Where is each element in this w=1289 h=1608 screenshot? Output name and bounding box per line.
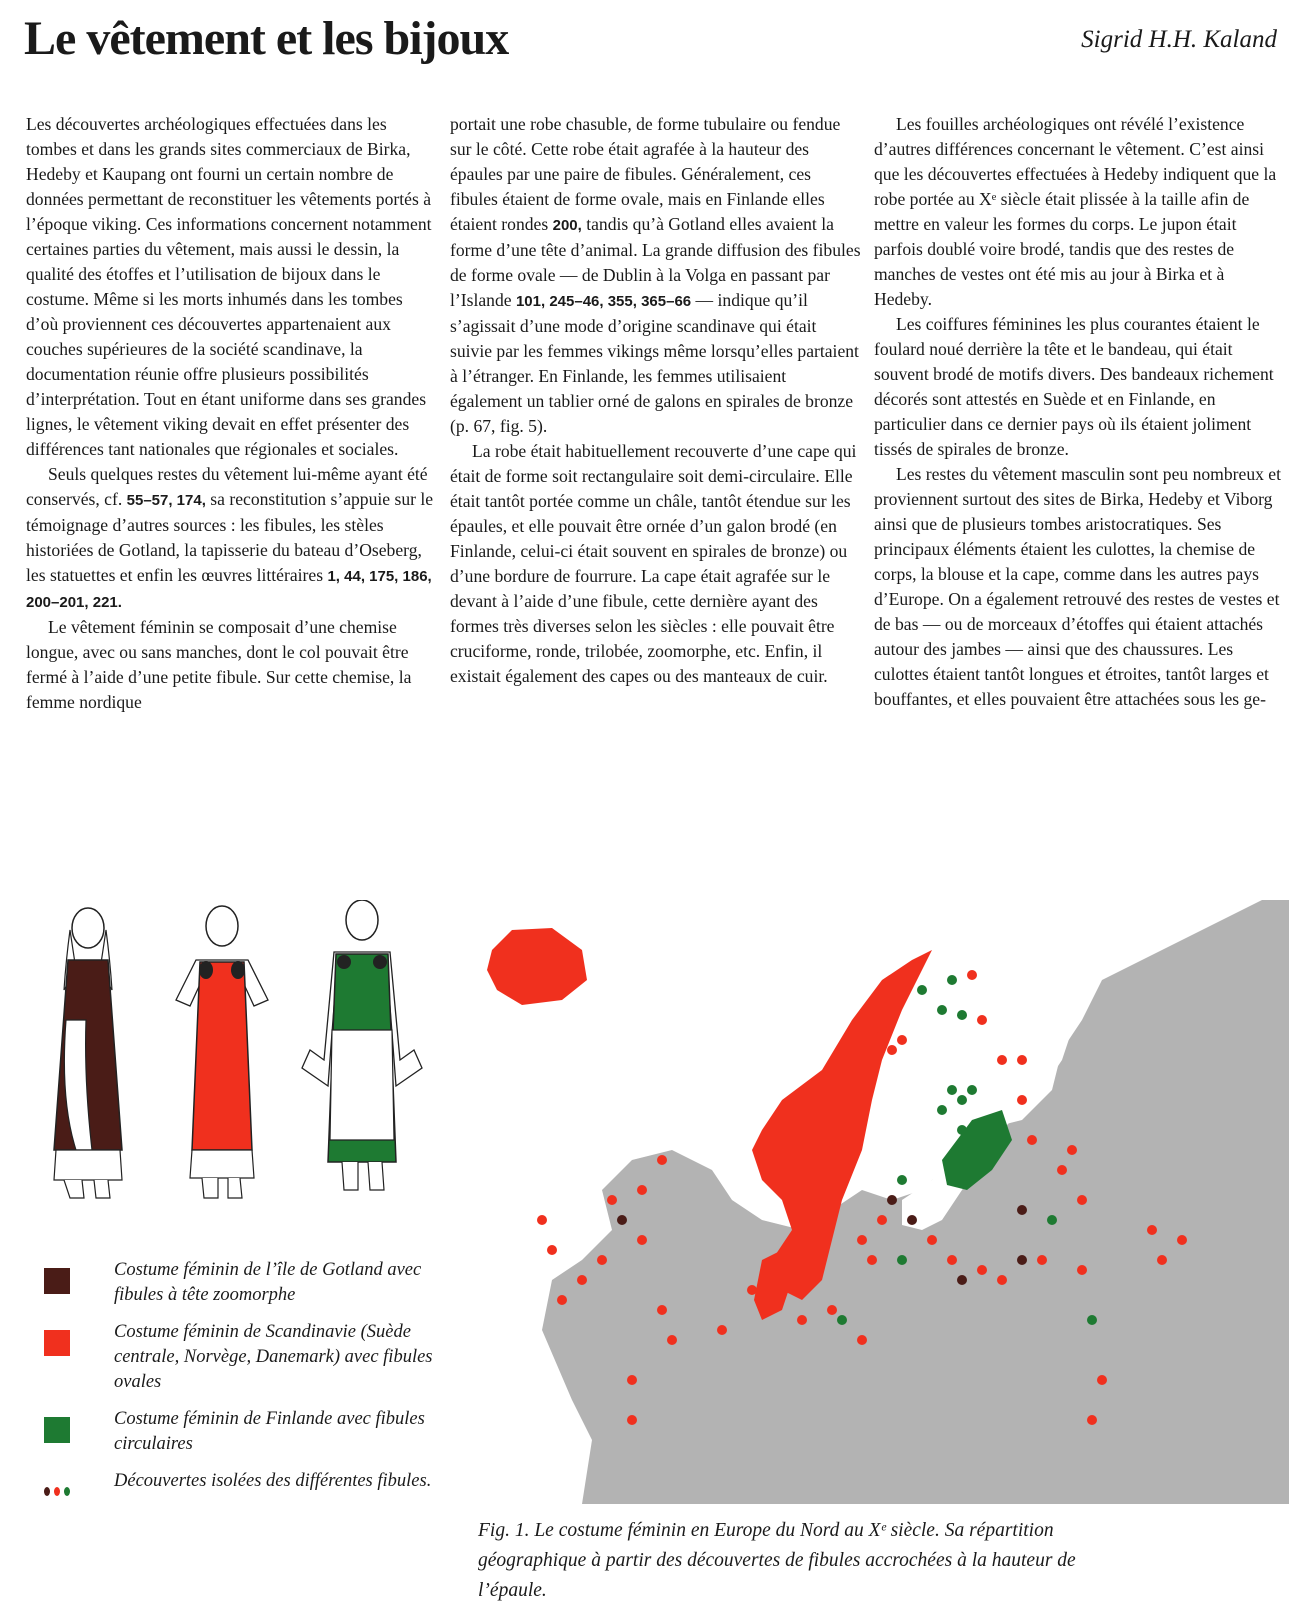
dot-scandinavia [54, 1487, 60, 1496]
legend-item-scandinavia [44, 1320, 444, 1395]
cross-reference: 55–57, 174, [126, 492, 206, 509]
legend-swatch [44, 1417, 70, 1443]
find-dot [957, 1125, 967, 1135]
find-dot [597, 1255, 607, 1265]
find-dot [857, 1235, 867, 1245]
find-dot [1157, 1255, 1167, 1265]
legend-label: Découvertes isolées des différentes fibules. [114, 1471, 432, 1491]
find-dot [897, 1255, 907, 1265]
legend-label: Costume féminin de Scandinavie (Suède centrale, Norvège, Danemark) avec fibules ovales [114, 1322, 433, 1392]
find-dot [947, 1255, 957, 1265]
find-dot [977, 1015, 987, 1025]
find-dot [1077, 1265, 1087, 1275]
paragraph-text: tandis qu’à Gotland elles avaient la forme d’une tête d’animal. La grande diffusion des fibules de forme ovale — de Dublin à la Volga en passant par l’Islande [450, 214, 861, 310]
find-dot [917, 985, 927, 995]
find-dot [627, 1375, 637, 1385]
find-dot [907, 1215, 917, 1225]
find-dot [837, 1315, 847, 1325]
find-dot [1027, 1135, 1037, 1145]
dot-finland [64, 1487, 70, 1496]
find-dot [967, 1085, 977, 1095]
find-dot [547, 1245, 557, 1255]
paragraph-text: La robe était habituellement recouverte d’une cape qui était de forme soit rectangulaire soit demi-circulaire. Elle était tantôt portée comme un châle, tantôt étendue sur les épaules, et elle pouvait être ornée d’un galon brodé (en Finlande, celui-ci était souvent en spirales de bronze) ou d’une bordure de fourrure. La cape était agrafée sur le devant à l’aide d’une fibule, cette dernière ayant des formes très diverses selon les siècles : elle pouvait être cruciforme, ronde, trilobée, zoomorphe, etc. Enfin, il existait également des capes ou des manteaux de cuir. [450, 441, 857, 686]
find-dot [1087, 1415, 1097, 1425]
paragraph [26, 462, 438, 615]
page-title: Le vêtement et les bijoux [24, 12, 509, 65]
legend-item-gotland [44, 1258, 444, 1308]
find-dot [637, 1185, 647, 1195]
find-dot [957, 1095, 967, 1105]
find-dot [857, 1335, 867, 1345]
paragraph-text: Les restes du vêtement masculin sont peu nombreux et proviennent surtout des sites de Birka, Hedeby et Viborg ainsi que de plusieurs tombes aristocratiques. Ses principaux éléments étaient les culottes, la chemise de corps, la blouse et la cape, comme dans les autres pays d’Europe. On a également retrouvé des restes de vestes et de bas — ou de morceaux d’étoffes qui étaient attachés autour des jambes — ainsi que des chaussures. Les culottes étaient tantôt longues et étroites, tantôt larges et bouffantes, et elles pouvaient être attachées sous les ge- [874, 464, 1282, 709]
paragraph [874, 112, 1286, 312]
find-dot [867, 1255, 877, 1265]
find-dot [897, 1035, 907, 1045]
find-dot [1047, 1215, 1057, 1225]
cross-reference: 1, 44, 175, 186, 200–201, 221. [26, 568, 432, 611]
legend-item-isolated-finds [44, 1469, 444, 1496]
find-dot [1017, 1095, 1027, 1105]
article-columns [26, 112, 1286, 715]
gotland-costume-figure [54, 908, 122, 1198]
paragraph [450, 439, 862, 689]
find-dot [627, 1415, 637, 1425]
find-dot [537, 1215, 547, 1225]
legend-swatch [44, 1330, 70, 1356]
column-3 [874, 112, 1286, 715]
paragraph [450, 112, 862, 439]
paragraph-text: Les fouilles archéologiques ont révélé l’existence d’autres différences concernant le vêtement. C’est ainsi que les découvertes effectuées à Hedeby indiquent que la robe portée au Xᵉ siècle était plissée à la taille afin de mettre en valeur les formes du corps. Le jupon était parfois doublé voire brodé, tandis que des restes de manches de vestes ont été mis au jour à Birka et à Hedeby. [874, 114, 1277, 309]
legend-dots [44, 1487, 70, 1496]
find-dot [717, 1325, 727, 1335]
finnish-costume-figure [302, 900, 422, 1190]
find-dot [1177, 1235, 1187, 1245]
paragraph [874, 462, 1286, 712]
costume-illustrations [36, 900, 456, 1220]
distribution-map [462, 900, 1289, 1504]
find-dot [1097, 1375, 1107, 1385]
find-dot [887, 1045, 897, 1055]
find-dot [557, 1295, 567, 1305]
column-2 [450, 112, 862, 715]
paragraph-text: Les coiffures féminines les plus courantes étaient le foulard noué derrière la tête et le bandeau, qui était souvent brodé de motifs divers. Des bandeaux richement décorés sont attestés en Suède et en Finlande, en particulier dans ce dernier pays où ils étaient joliment tissés de spirales de bronze. [874, 314, 1274, 459]
paragraph-text: Le vêtement féminin se composait d’une chemise longue, avec ou sans manches, dont le col pouvait être fermé à l’aide d’une petite fibule. Sur cette chemise, la femme nordique [26, 617, 412, 712]
find-dot [887, 1195, 897, 1205]
find-dot [927, 1235, 937, 1245]
cross-reference: 200, [552, 217, 582, 234]
map-legend [44, 1258, 444, 1508]
find-dot [657, 1305, 667, 1315]
paragraph-text: sa reconstitution s’appuie sur le témoignage d’autres sources : les fibules, les stèles historiées de Gotland, la tapisserie du bateau d’Oseberg, les statuettes et enfin les œuvres littéraires [26, 489, 434, 585]
find-dot [937, 1105, 947, 1115]
legend-label: Costume féminin de Finlande avec fibules circulaires [114, 1409, 425, 1454]
find-dot [747, 1285, 757, 1295]
find-dot [637, 1235, 647, 1245]
author-name: Sigrid H.H. Kaland [1081, 26, 1277, 53]
find-dot [797, 1315, 807, 1325]
find-dot [827, 1305, 837, 1315]
legend-swatch [44, 1268, 70, 1294]
find-dot [897, 1175, 907, 1185]
find-dot [947, 1085, 957, 1095]
scandinavian-costume-figure [176, 906, 268, 1198]
paragraph-text: portait une robe chasuble, de forme tubulaire ou fendue sur le côté. Cette robe était agrafée à la hauteur des épaules par une paire de fibules. Généralement, ces fibules étaient de forme ovale, mais en Finlande elles étaient rondes [450, 114, 841, 234]
find-dot [1017, 1055, 1027, 1065]
paragraph [26, 615, 438, 715]
figure-caption: Fig. 1. Le costume féminin en Europe du Nord au Xᵉ siècle. Sa répartition géographique à partir des découvertes de fibules accrochées à la hauteur de l’épaule. [478, 1520, 1076, 1601]
find-dot [657, 1155, 667, 1165]
find-dot [577, 1275, 587, 1285]
cross-reference: 101, 245–46, 355, 365–66 [515, 293, 692, 310]
find-dot [617, 1215, 627, 1225]
find-dot [877, 1215, 887, 1225]
find-dot [1087, 1315, 1097, 1325]
find-dot [1017, 1205, 1027, 1215]
find-dot [1147, 1225, 1157, 1235]
legend-item-finland [44, 1407, 444, 1457]
find-dot [1077, 1195, 1087, 1205]
paragraph [26, 112, 438, 462]
find-dot [977, 1265, 987, 1275]
find-dot [877, 1025, 887, 1035]
paragraph-text: Seuls quelques restes du vêtement lui-même ayant été conservés, cf. [26, 464, 428, 509]
find-dot [607, 1195, 617, 1205]
find-dot [1057, 1165, 1067, 1175]
legend-label: Costume féminin de l’île de Gotland avec fibules à tête zoomorphe [114, 1260, 422, 1305]
find-dot [667, 1335, 677, 1345]
find-dot [1037, 1255, 1047, 1265]
find-dot [937, 1005, 947, 1015]
find-dot [1017, 1255, 1027, 1265]
paragraph-text: — indique qu’il s’agissait d’une mode d’origine scandinave qui était suivie par les femmes vikings même lorsqu’elles partaient à l’étranger. En Finlande, les femmes utilisaient également un tablier orné de galons en spirales de bronze (p. 67, fig. 5). [450, 290, 859, 436]
find-dot [1067, 1145, 1077, 1155]
dot-gotland [44, 1487, 50, 1496]
find-dot [997, 1275, 1007, 1285]
find-dot [957, 1275, 967, 1285]
find-dot [967, 970, 977, 980]
column-1 [26, 112, 438, 715]
find-dot [947, 975, 957, 985]
paragraph [874, 312, 1286, 462]
find-dot [957, 1010, 967, 1020]
paragraph-text: Les découvertes archéologiques effectuées dans les tombes et dans les grands sites commerciaux de Birka, Hedeby et Kaupang ont fourni un certain nombre de données permettant de reconstituer les vêtements portés à l’époque viking. Ces informations concernent notamment certaines parties du vêtement, mais aussi le dessin, la qualité des étoffes et l’utilisation de bijoux dans le costume. Même si les morts inhumés dans les tombes d’où proviennent ces découvertes appartenaient aux couches supérieures de la société scandinave, la documentation réunie offre plusieurs possibilités d’interprétation. Tout en étant uniforme dans ses grandes lignes, le vêtement viking devait en effet présenter des différences tant nationales que régionales et sociales. [26, 114, 432, 459]
find-dot [997, 1055, 1007, 1065]
